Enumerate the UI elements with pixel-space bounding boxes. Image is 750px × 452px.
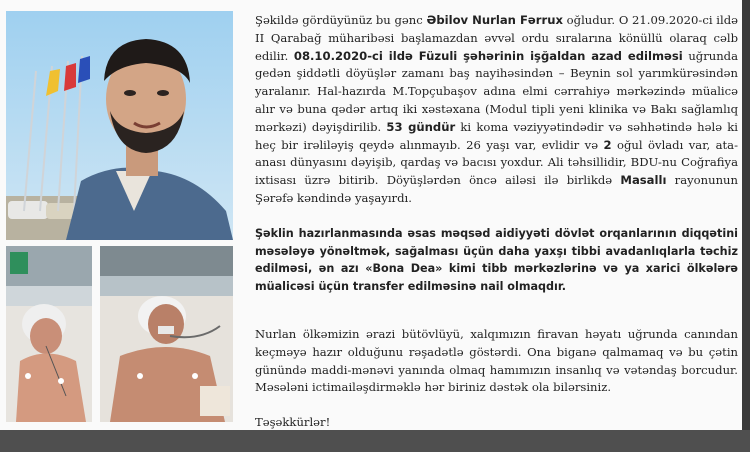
purpose-paragraph: Şəklin hazırlanmasında əsas məqsəd aidiyyəti dövlət orqanlarının diqqətini məsələyə yönəltmək, sağalması üçün daha yaxşı tibbi avadanlıqlarla təchiz edilməsi, ən azı «Bona Dea» kimi tibb mərkəzlərinə və ya xarici ölkələrə müalicəsi üçün transfer edilməsinə nail olmaqdır. bbox=[255, 226, 738, 294]
hospital-photo-right bbox=[100, 246, 233, 422]
portrait-photo bbox=[6, 11, 233, 240]
intro-text-6: rayonunun Şərəfə kəndində yaşayırdı. bbox=[255, 173, 738, 205]
intro-text-1: Şəkildə gördüyünüz bu gənc bbox=[255, 13, 427, 27]
coma-days: 53 gündür bbox=[386, 119, 456, 134]
hospital-photo-left bbox=[6, 246, 92, 422]
intro-text-2: oğludur. O 21.09.2020-ci ildə II Qarabağ müharibəsi başlamazdan əvvəl ordu sıralarına könüllü olaraq cəlb edilir. bbox=[255, 13, 738, 63]
intro-text-3: uğrunda gedən şiddətli döyüşlər zamanı baş nayihəsindən – Beynin sol yarımkürəsindən yaralanır. Hal-hazırda M.Topçubaşov adına elmi cərrahiyə mərkəzində müalicə alır və buna qədər artıq iki xəstəxana (Modul tipli yeni klinika və Bakı sağlamlıq mərkəzi) dəyişdirilib. bbox=[255, 48, 739, 134]
intro-paragraph bbox=[255, 12, 738, 208]
intro-text-4: ki koma vəziyyətindədir və səhhətində hələ ki heç bir irəliləyiş qeydə alınmayıb. 26 yaşı var, evlidir və bbox=[255, 119, 738, 152]
soldier-name: Əbilov Nurlan Fərrux bbox=[426, 13, 563, 27]
bottom-bar bbox=[0, 430, 750, 452]
sons-count: 2 bbox=[603, 137, 612, 152]
thanks-text: Təşəkkürlər! bbox=[255, 415, 331, 430]
appeal-paragraph: Nurlan ölkəmizin ərazi bütövlüyü, xalqımızın firavan həyatı uğrunda canından keçməyə hazır olduğunu rəşadətlə göstərdi. Ona biganə qalmamaq və bu çətin günündə maddi-mənəvi yanında olmaq hamımızın insanlıq və vətəndaş borcudur. Məsələni ictimailəşdirməklə hər biriniz dəstək ola bilərsiniz. bbox=[255, 326, 738, 395]
right-border bbox=[742, 0, 750, 430]
article-text bbox=[255, 12, 738, 432]
intro-text-5: oğul övladı var, ata-anası dünyasını dəyişib, qardaş və bacısı yoxdur. Ali təhsillidir, BDU-nu Coğrafiya ixtisası üzrə bitirib. Döyüşlərdən öncə ailəsi ilə birlikdə bbox=[255, 137, 738, 188]
region-name: Masallı bbox=[620, 173, 667, 188]
liberation-date-text: 08.10.2020-ci ildə Füzuli şəhərinin işğaldan azad edilməsi bbox=[293, 48, 683, 63]
